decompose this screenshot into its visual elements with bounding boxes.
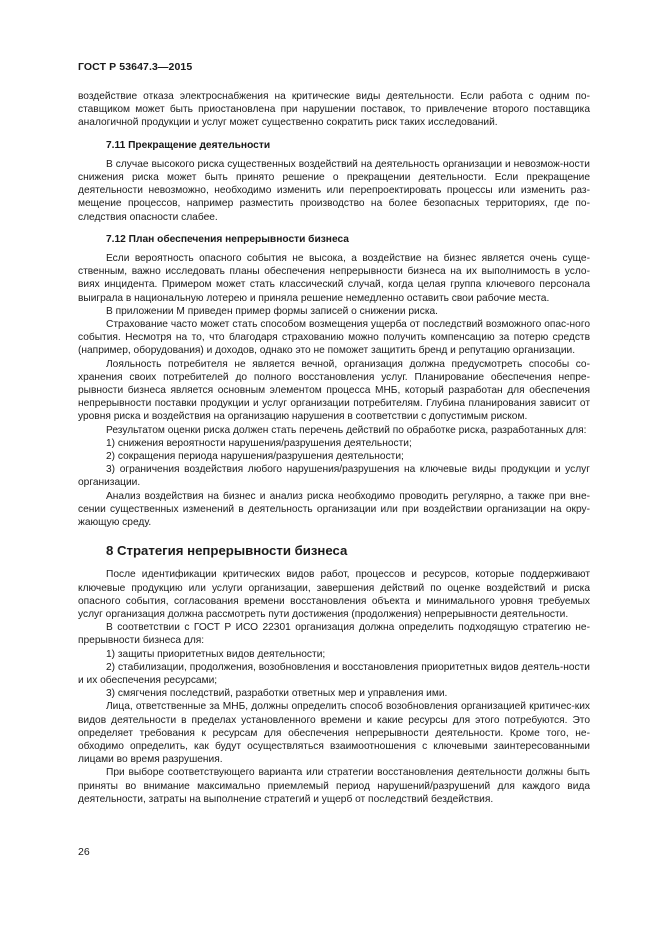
paragraph: Если вероятность опасного события не высока, а воздействие на бизнес является очень суще-ственным, важно исследовать планы обеспечения непрерывности бизнеса на их выполнимость в усло-виях инцидента. Примером может стать классический случай, когда целая группа ключевого персонала выиграла в национальную лотерею и приняла решение немедленно оставить свои рабочие места. xyxy=(78,253,590,304)
paragraph: В приложении М приведен пример формы записей о снижении риска. xyxy=(106,305,439,317)
list-item: 1) снижения вероятности нарушения/разрушения деятельности; xyxy=(106,437,412,449)
paragraph: Результатом оценки риска должен стать перечень действий по обработке риска, разработанных для: xyxy=(106,424,587,436)
list-item: 2) сокращения периода нарушения/разрушения деятельности; xyxy=(106,451,404,463)
paragraph: Лица, ответственные за МНБ, должны определить способ возобновления организацией критичес-ких видов деятельности в пределах установленного времени и какие ресурсы для этого потребуются. Это определяет требования к ресурсам для обеспечения непрерывности деятельности. Кроме того, не-обходимо определить, как будут осуществляться взаимоотношения с ключевыми заинтересованными лицами во время разрушения. xyxy=(78,701,590,766)
paragraph: После идентификации критических видов работ, процессов и ресурсов, которые поддерживают ключевые продукцию или услуги организации, завершения действий по оценке воздействий и риска опасного события, согласования времени восстановления объекта и минимального уровня требуемых услуг организация должна рассмотреть пути достижения (продолжения) непрерывности деятельности. xyxy=(78,569,590,620)
list-item: 1) защиты приоритетных видов деятельности; xyxy=(106,648,326,660)
paragraph: Страхование часто может стать способом возмещения ущерба от последствий возможного опас-ного события. Несмотря на то, что благодаря страхованию можно получить компенсацию за потерю средств (например, оборудования) и доходов, однако это не поможет защитить бренд и репутацию организации. xyxy=(78,319,590,357)
paragraph: При выборе соответствующего варианта или стратегии восстановления деятельности должны быть приняты во внимание максимально приемлемый период нарушений/разрушений для каждого вида деятельности, затраты на выполнение стратегий и ущерб от последствий бездействия. xyxy=(78,767,590,805)
page-number: 26 xyxy=(78,846,90,858)
paragraph: В случае высокого риска существенных воздействий на деятельность организации и невозмож-ности снижения риска может быть принято решение о прекращении деятельности. Если прекращение деятельности невозможно, необходимо изменить или перепроектировать процессы или изменить раз-мещение процессов, например разместить производство на более безопасных территориях, где по-следствия опасности слабее. xyxy=(78,158,590,223)
paragraph: Анализ воздействия на бизнес и анализ риска необходимо проводить регулярно, а также при вне-сении существенных изменений в деятельность организации или при воздействии организации на окру-жающую среду. xyxy=(78,490,590,529)
document-body xyxy=(78,90,590,806)
section-heading-8: 8 Стратегия непрерывности бизнеса xyxy=(106,543,348,559)
section-heading-7-11: 7.11 Прекращение деятельности xyxy=(106,139,271,151)
list-item: 2) стабилизации, продолжения, возобновления и восстановления приоритетных видов деятель-ности и их обеспечения ресурсами; xyxy=(78,661,590,686)
paragraph: В соответствии с ГОСТ Р ИСО 22301 организация должна определить подходящую стратегию не-прерывности бизнеса для: xyxy=(78,622,590,647)
list-item: 3) смягчения последствий, разработки ответных мер и управления ими. xyxy=(106,688,448,700)
list-item: 3) ограничения воздействия любого нарушения/разрушения на ключевые виды продукции и услуг организации. xyxy=(78,464,590,489)
document-header: ГОСТ Р 53647.3—2015 xyxy=(78,61,193,73)
paragraph: воздействие отказа электроснабжения на критические виды деятельности. Если работа с одним по-ставщиком может быть приостановлена при нарушении поставок, то привлечение второго поставщика аналогичной продукции и услуг может существенно сократить риск таких исследований. xyxy=(78,91,590,129)
section-heading-7-12: 7.12 План обеспечения непрерывности бизнеса xyxy=(106,233,349,245)
paragraph: Лояльность потребителя не является вечной, организация должна предусмотреть способы со-хранения своих потребителей до полного восстановления услуг. Планирование обеспечения непре-рывности бизнеса является основным элементом процесса МНБ, который разработан для обеспечения непрерывности поставки продукции и услуг организации потребителям. Глубина планирования зависит от уровня риска и воздействия на организацию нарушения в соответствии с допустимым риском. xyxy=(78,358,590,423)
